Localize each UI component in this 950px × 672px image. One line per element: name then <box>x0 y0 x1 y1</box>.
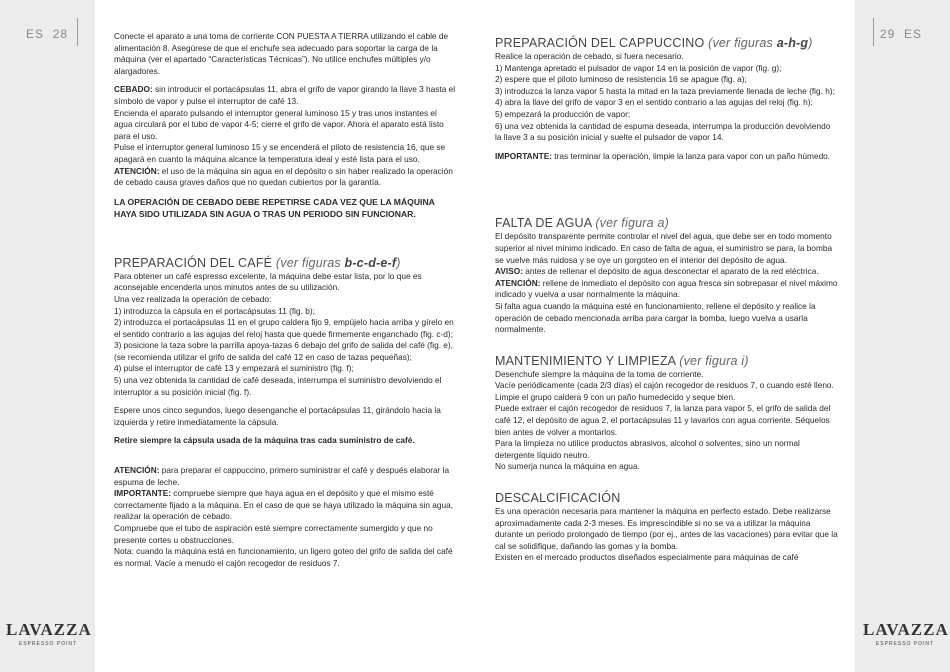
cafe-step: 3) posicione la taza sobre la parrilla apoya-tazas 6 debajo del grifo de salida del café (fig. e), (se recomienda utilizar el grifo de salida del café 12 en caso de tazas pequeñas); <box>114 340 453 362</box>
cebado-paragraph: CEBADO: sin introducir el portacápsulas 11, abra el grifo de vapor girando la llave 3 hasta el símbolo de vapor y pulse el interruptor de café 13. <box>114 84 456 106</box>
falta-last: Si falta agua cuando la máquina esté en funcionamiento, rellene el depósito y realice la operación de cebado mencionada arriba para cargar la bomba, luego vuelva a usarla normalmente. <box>495 300 816 335</box>
cafe-step: 2) introduzca el portacápsulas 11 en el grupo caldera fijo 9, empújelo hacia arriba y gírelo en el sentido contrario a las agujas del reloj hasta que quede firmemente enganchado (fig. c-d); <box>114 317 454 339</box>
desc-line: Existen en el mercado productos diseñados especialmente para máquinas de café <box>495 552 799 563</box>
left-page-number: ES 28 <box>26 27 69 41</box>
atencion-paragraph: ATENCIÓN: el uso de la máquina sin agua en el depósito o sin haber realizado la operación de cebado causa graves daños que no quedan cubiertos por la garantía. <box>114 165 453 188</box>
mantenimiento-heading: MANTENIMIENTO Y LIMPIEZA (ver figura i) <box>495 353 749 368</box>
falta-paragraph: El depósito transparente permite controlar el nivel del agua, que debe ser en todo momento superior al nivel mínimo indicado. En caso de falta de agua, el suministro se para, la bomba se vuelve más ruidosa y se oye un gorgoteo en el interior del depósito de agua. <box>495 231 833 265</box>
cap-step: 6) una vez obtenida la cantidad de espuma deseada, interrumpa la producción devolviendo la llave 3 a su posición inicial y suelte el pulsador de vapor 14. <box>495 120 831 143</box>
left-page-content <box>114 31 457 569</box>
atencion-paragraph: ATENCIÓN: rellene de inmediato el depósito con agua fresca sin sobrepasar el nivel máximo indicado y vuelva a usar normalmente la máquina. <box>495 277 838 300</box>
mant-line: Desenchufe siempre la máquina de la toma de corriente. <box>495 368 704 379</box>
cafe-step: 1) introduzca la cápsula en el portacápsulas 11 (fig. b); <box>114 305 315 316</box>
cap-step: 1) Mantenga apretado el pulsador de vapor 14 en la posición de vapor (fig. g); <box>495 62 782 73</box>
mant-line: Limpie el grupo caldera 9 con un paño humedecido y seque bien. <box>495 391 736 402</box>
left-margin <box>0 0 95 672</box>
cap-line: Realice la operación de cebado, si fuera necesario. <box>495 51 684 61</box>
mant-line: No sumerja nunca la máquina en agua. <box>495 461 640 472</box>
cap-step: 5) empezará la producción de vapor; <box>495 108 631 119</box>
desc-line: Es una operación necesaria para mantener la máquina en perfecto estado. Debe realizarse aproximadamente cada 2-3 meses. Es imprescindible si no se va a utilizar la máquina durante un periodo prolongado de tiempo (por ej., antes de las vacaciones) para evitar que la cal se solidifique, dañando las gomas y la bomba. <box>495 506 838 551</box>
falta-agua-heading: FALTA DE AGUA (ver figura a) <box>495 216 669 231</box>
final-line: Nota: cuando la máquina está en funcionamiento, un ligero goteo del grifo de salida del café es normal. Vacíe a menudo el cajón recogedor de residuos 7. <box>114 546 453 568</box>
lavazza-logo-left: LAVAZZA ESPRESSO POINT <box>6 620 92 647</box>
cap-step: 4) abra la llave del grifo de vapor 3 en el sentido contrario a las agujas del reloj (fig. h); <box>495 97 813 108</box>
cafe-heading: PREPARACIÓN DEL CAFÉ (ver figuras b-c-d-e-f) <box>114 255 401 270</box>
right-page-content <box>495 36 838 564</box>
aviso-paragraph: AVISO: antes de rellenar el depósito de agua desconectar el aparato de la red eléctrica. <box>495 266 819 277</box>
right-page-number: 29 ES <box>880 27 923 41</box>
atencion-cappuccino: ATENCIÓN: para preparar el cappuccino, primero suministrar el café y después elaborar la espuma de leche. <box>114 465 450 487</box>
cap-importante: IMPORTANTE: tras terminar la operación, limpie la lanza para vapor con un paño húmedo. <box>495 150 831 161</box>
cebado-line: Encienda el aparato pulsando el interruptor general luminoso 15 y tras unos instantes el agua circulará por el tubo de vapor 4-5; cierre el grifo de vapor. Ahora el aparato está listo para el uso. <box>114 107 444 141</box>
cap-step: 2) espere que el piloto luminoso de resistencia 16 se apague (fig. a); <box>495 74 747 85</box>
cafe-line: Para obtener un café espresso excelente, la máquina debe estar lista, por lo que es aconsejable encenderla unos minutos antes de su utilización. <box>114 270 422 293</box>
cebado-warning: LA OPERACIÓN DE CEBADO DEBE REPETIRSE CADA VEZ QUE LA MÁQUINA HAYA SIDO UTILIZADA SIN AGUA O TRAS UN PERIODO SIN FUNCIONAR. <box>114 196 435 219</box>
mant-line: Puede extraer el cajón recogedor de residuos 7, la lanza para vapor 5, el grifo de salida del café 12, el depósito de agua 2, el portacápsulas 11 y lavarlos con agua corriente. Séquelos bien antes de volver a montarlos. <box>495 403 831 437</box>
descalcificacion-heading: DESCALCIFICACIÓN <box>495 491 621 506</box>
mant-line: Para la limpieza no utilice productos abrasivos, alcohol o solventes, sino un normal detergente líquido neutro. <box>495 438 800 460</box>
right-margin <box>855 0 950 672</box>
right-page-divider <box>873 18 874 46</box>
cafe-step: 5) una vez obtenida la cantidad de café deseada, interrumpa el suministro devolviendo el interruptor a su posición inicial (fig. f). <box>114 375 442 397</box>
cafe-step: 4) pulse el interruptor de café 13 y empezará el suministro (fig. f); <box>114 363 354 374</box>
mant-line: Vacíe periódicamente (cada 2/3 días) el cajón recogedor de residuos 7, o cuando esté lleno. <box>495 380 834 391</box>
lavazza-logo-right: LAVAZZA ESPRESSO POINT <box>863 620 949 647</box>
espere-paragraph: Espere unos cinco segundos, luego desenganche el portacápsulas 11, girándolo hacia la izquierda y retire inmediatamente la cápsula. <box>114 405 441 427</box>
left-page-divider <box>77 18 78 46</box>
retire-notice: Retire siempre la cápsula usada de la máquina tras cada suministro de café. <box>114 435 415 446</box>
cap-step: 3) introduzca la lanza vapor 5 hasta la mitad en la taza previamente llenada de leche (fig. h); <box>495 85 835 96</box>
final-line: Compruebe que el tubo de aspiración esté siempre correctamente sumergido y que no presente cortes u obstrucciones. <box>114 523 433 545</box>
cappuccino-heading: PREPARACIÓN DEL CAPPUCCINO (ver figuras a-h-g) <box>495 36 813 50</box>
intro-paragraph: Conecte el aparato a una toma de corriente CON PUESTA A TIERRA utilizando el cable de alimentación 8. Asegúrese de que el enchufe sea adecuado para soportar la carga de la máquina (ver el apartado “Características Técnicas”). No utilice enchufes múltiples y/o alargadores. <box>114 31 449 76</box>
cafe-line: Una vez realizada la operación de cebado: <box>114 293 272 304</box>
importante-paragraph: IMPORTANTE: compruebe siempre que haya agua en el depósito y que el mismo esté correctamente fijado a la máquina. En el caso de que se haya utilizado la máquina sin agua, realizar la operación de cebado. <box>114 488 454 522</box>
cebado-line: Pulse el interruptor general luminoso 15 y se encenderá el piloto de resistencia 16, que se apagará en cuanto la máquina alcance la temperatura ideal y esté lista para el uso. <box>114 142 446 164</box>
